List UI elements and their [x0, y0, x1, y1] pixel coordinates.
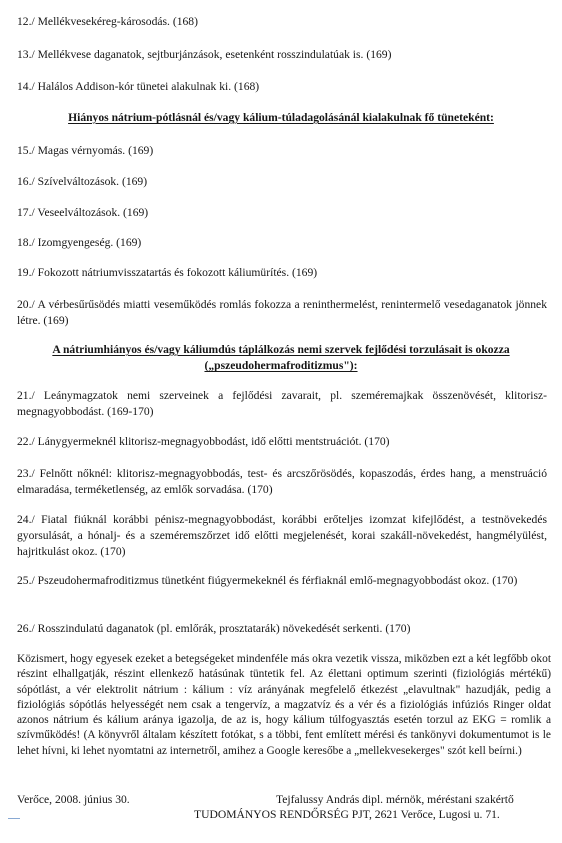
- list-item-19: 19./ Fokozott nátriumvisszatartás és fokozott káliumürítés. (169): [17, 266, 318, 279]
- list-item-14: 14./ Halálos Addison-kór tünetei alakulnak ki. (168): [17, 80, 260, 93]
- list-item-21: 21./ Leánymagzatok nemi szerveinek a fejlődési zavarait, pl. szeméremajkak összenövését, klitorisz-megnagyobbodást. (169-170): [17, 389, 547, 418]
- list-item-15: 15./ Magas vérnyomás. (169): [17, 144, 154, 157]
- list-item-12: 12./ Mellékvesekéreg-károsodás. (168): [17, 15, 198, 28]
- closing-paragraph: Közismert, hogy egyesek ezeket a betegségeket mindenféle más okra vezetik vissza, miközben ezt a két legfőbb okot részint elhallgatják, részint ellenkező hatásúnak tüntetik fel. Az élettani optimum szerinti (fiziológiás mértékű) sópótlást, a vér elektrolit nátrium : kálium : víz arányának megfelelő étkezést „elavultnak" hazudják, pedig a fiziológiás sópótlás helyességét nem csak a tengervíz, a magzatvíz és a vér és a fiziológiás infúziós Ringer oldat azonos nátrium és kálium aránya igazolja, de az is, hogy kálium túlfogyasztás esetén torzul az EKG = romlik a szívműködés! (A könyvről általam készített fotókat, s a többi, fent említett mérési és tankönyvi dokumentumot is le lehet hívni, ki lehet nyomtatni az internetről, amihez a Google keresőbe a „mellekvesekerges" szót kell beírni.): [17, 653, 551, 757]
- scan-artifact: [8, 818, 20, 819]
- list-item-16: 16./ Szívelváltozások. (169): [17, 175, 148, 188]
- section-heading-1: Hiányos nátrium-pótlásnál és/vagy kálium-túladagolásánál kialakulnak fő tüneteként:: [68, 111, 494, 124]
- list-item-17: 17./ Veseelváltozások. (169): [17, 206, 149, 219]
- list-item-13: 13./ Mellékvese daganatok, sejtburjánzások, esetenként rosszindulatúak is. (169): [17, 48, 392, 61]
- list-item-20: 20./ A vérbesűrűsödés miatti veseműködés romlás fokozza a reninthermelést, renintermelő vesedaganatok jönnek létre. (169): [17, 298, 548, 327]
- list-item-25: 25./ Pszeudohermafroditizmus tünetként fiúgyermekeknél és férfiaknál emlő-megnagyobbodást okoz. (170): [17, 574, 518, 587]
- list-item-18: 18./ Izomgyengeség. (169): [17, 236, 142, 249]
- author-signature: Tejfalussy András dipl. mérnök, méréstani szakértő: [276, 793, 514, 806]
- section-heading-2: A nátriumhiányos és/vagy káliumdús táplálkozás nemi szervek fejlődési torzulásait is okozza („pszeudohermafroditizmus"):: [52, 343, 510, 372]
- place-date: Verőce, 2008. június 30.: [17, 793, 130, 806]
- list-item-24: 24./ Fiatal fiúknál korábbi pénisz-megnagyobbodást, korábbi erőteljes izomzat kifejlődést, a testnövekedés gyorsulását, a hónalj- és a szeméremszőrzet idő előtti megjelenését, korai szakáll-növekedést, hangmélyülést, hajritkulást okoz. (170): [17, 513, 547, 558]
- list-item-23: 23./ Felnőtt nőknél: klitorisz-megnagyobbodás, test- és arcszőrösödés, kopaszodás, érdes hang, a menstruáció elmaradása, terméketlenség, az emlők sorvadása. (170): [17, 467, 547, 496]
- organization-address: TUDOMÁNYOS RENDŐRSÉG PJT, 2621 Verőce, Lugosi u. 71.: [194, 808, 500, 821]
- list-item-26: 26./ Rosszindulatú daganatok (pl. emlőrák, prosztatarák) növekedését serkenti. (170): [17, 622, 411, 635]
- list-item-22: 22./ Lánygyermeknél klitorisz-megnagyobbodást, idő előtti mentstruációt. (170): [17, 435, 390, 448]
